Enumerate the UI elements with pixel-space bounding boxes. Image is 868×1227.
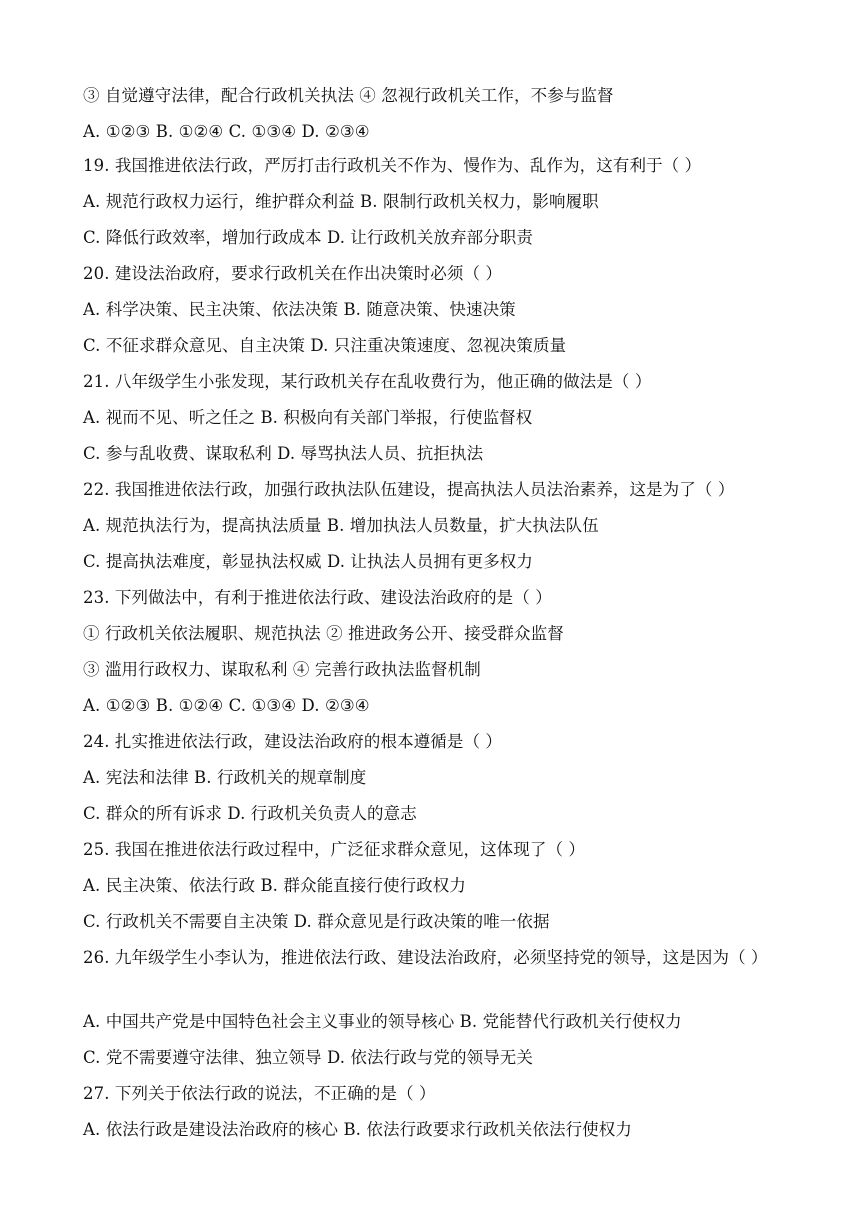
question-25: 25. 我国在推进依法行政过程中，广泛征求群众意见，这体现了（ ） bbox=[83, 840, 586, 859]
question-26-options-ab: A. 中国共产党是中国特色社会主义事业的领导核心 B. 党能替代行政机关行使权力 bbox=[83, 1012, 682, 1031]
question-23: 23. 下列做法中，有利于推进依法行政、建设法治政府的是（ ） bbox=[83, 588, 552, 607]
question-20-options-cd: C. 不征求群众意见、自主决策 D. 只注重决策速度、忽视决策质量 bbox=[83, 336, 567, 355]
question-25-options-ab: A. 民主决策、依法行政 B. 群众能直接行使行政权力 bbox=[83, 876, 466, 895]
question-26-options-cd: C. 党不需要遵守法律、独立领导 D. 依法行政与党的领导无关 bbox=[83, 1048, 534, 1067]
question-19: 19. 我国推进依法行政，严厉打击行政机关不作为、慢作为、乱作为，这有利于（ ） bbox=[83, 156, 702, 175]
answer-choices-line: A. ①②③ B. ①②④ C. ①③④ D. ②③④ bbox=[83, 122, 370, 141]
question-24-options-ab: A. 宪法和法律 B. 行政机关的规章制度 bbox=[83, 768, 367, 787]
question-25-options-cd: C. 行政机关不需要自主决策 D. 群众意见是行政决策的唯一依据 bbox=[83, 912, 550, 931]
question-21: 21. 八年级学生小张发现，某行政机关存在乱收费行为，他正确的做法是（ ） bbox=[83, 372, 652, 391]
question-21-options-ab: A. 视而不见、听之任之 B. 积极向有关部门举报，行使监督权 bbox=[83, 408, 533, 427]
question-22-options-ab: A. 规范执法行为，提高执法质量 B. 增加执法人员数量，扩大执法队伍 bbox=[83, 516, 599, 535]
question-27: 27. 下列关于依法行政的说法，不正确的是（ ） bbox=[83, 1084, 436, 1103]
question-24-options-cd: C. 群众的所有诉求 D. 行政机关负责人的意志 bbox=[83, 804, 417, 823]
option-line-3-4: ③ 自觉遵守法律，配合行政机关执法 ④ 忽视行政机关工作，不参与监督 bbox=[83, 86, 614, 105]
question-24: 24. 扎实推进依法行政，建设法治政府的根本遵循是（ ） bbox=[83, 732, 503, 751]
question-26: 26. 九年级学生小李认为，推进依法行政、建设法治政府，必须坚持党的领导，这是因为（ ） bbox=[83, 948, 768, 967]
question-27-options-ab: A. 依法行政是建设法治政府的核心 B. 依法行政要求行政机关依法行使权力 bbox=[83, 1120, 632, 1139]
question-20: 20. 建设法治政府，要求行政机关在作出决策时必须（ ） bbox=[83, 264, 503, 283]
question-23-items-3-4: ③ 滥用行政权力、谋取私利 ④ 完善行政执法监督机制 bbox=[83, 660, 481, 679]
question-22: 22. 我国推进依法行政，加强行政执法队伍建设，提高执法人员法治素养，这是为了（ ） bbox=[83, 480, 735, 499]
question-23-answer-choices: A. ①②③ B. ①②④ C. ①③④ D. ②③④ bbox=[83, 696, 370, 715]
question-21-options-cd: C. 参与乱收费、谋取私利 D. 辱骂执法人员、抗拒执法 bbox=[83, 444, 484, 463]
question-19-options-cd: C. 降低行政效率，增加行政成本 D. 让行政机关放弃部分职责 bbox=[83, 228, 534, 247]
question-19-options-ab: A. 规范行政权力运行，维护群众利益 B. 限制行政机关权力，影响履职 bbox=[83, 192, 599, 211]
question-22-options-cd: C. 提高执法难度，彰显执法权威 D. 让执法人员拥有更多权力 bbox=[83, 552, 534, 571]
question-23-items-1-2: ① 行政机关依法履职、规范执法 ② 推进政务公开、接受群众监督 bbox=[83, 624, 564, 643]
question-20-options-ab: A. 科学决策、民主决策、依法决策 B. 随意决策、快速决策 bbox=[83, 300, 516, 319]
